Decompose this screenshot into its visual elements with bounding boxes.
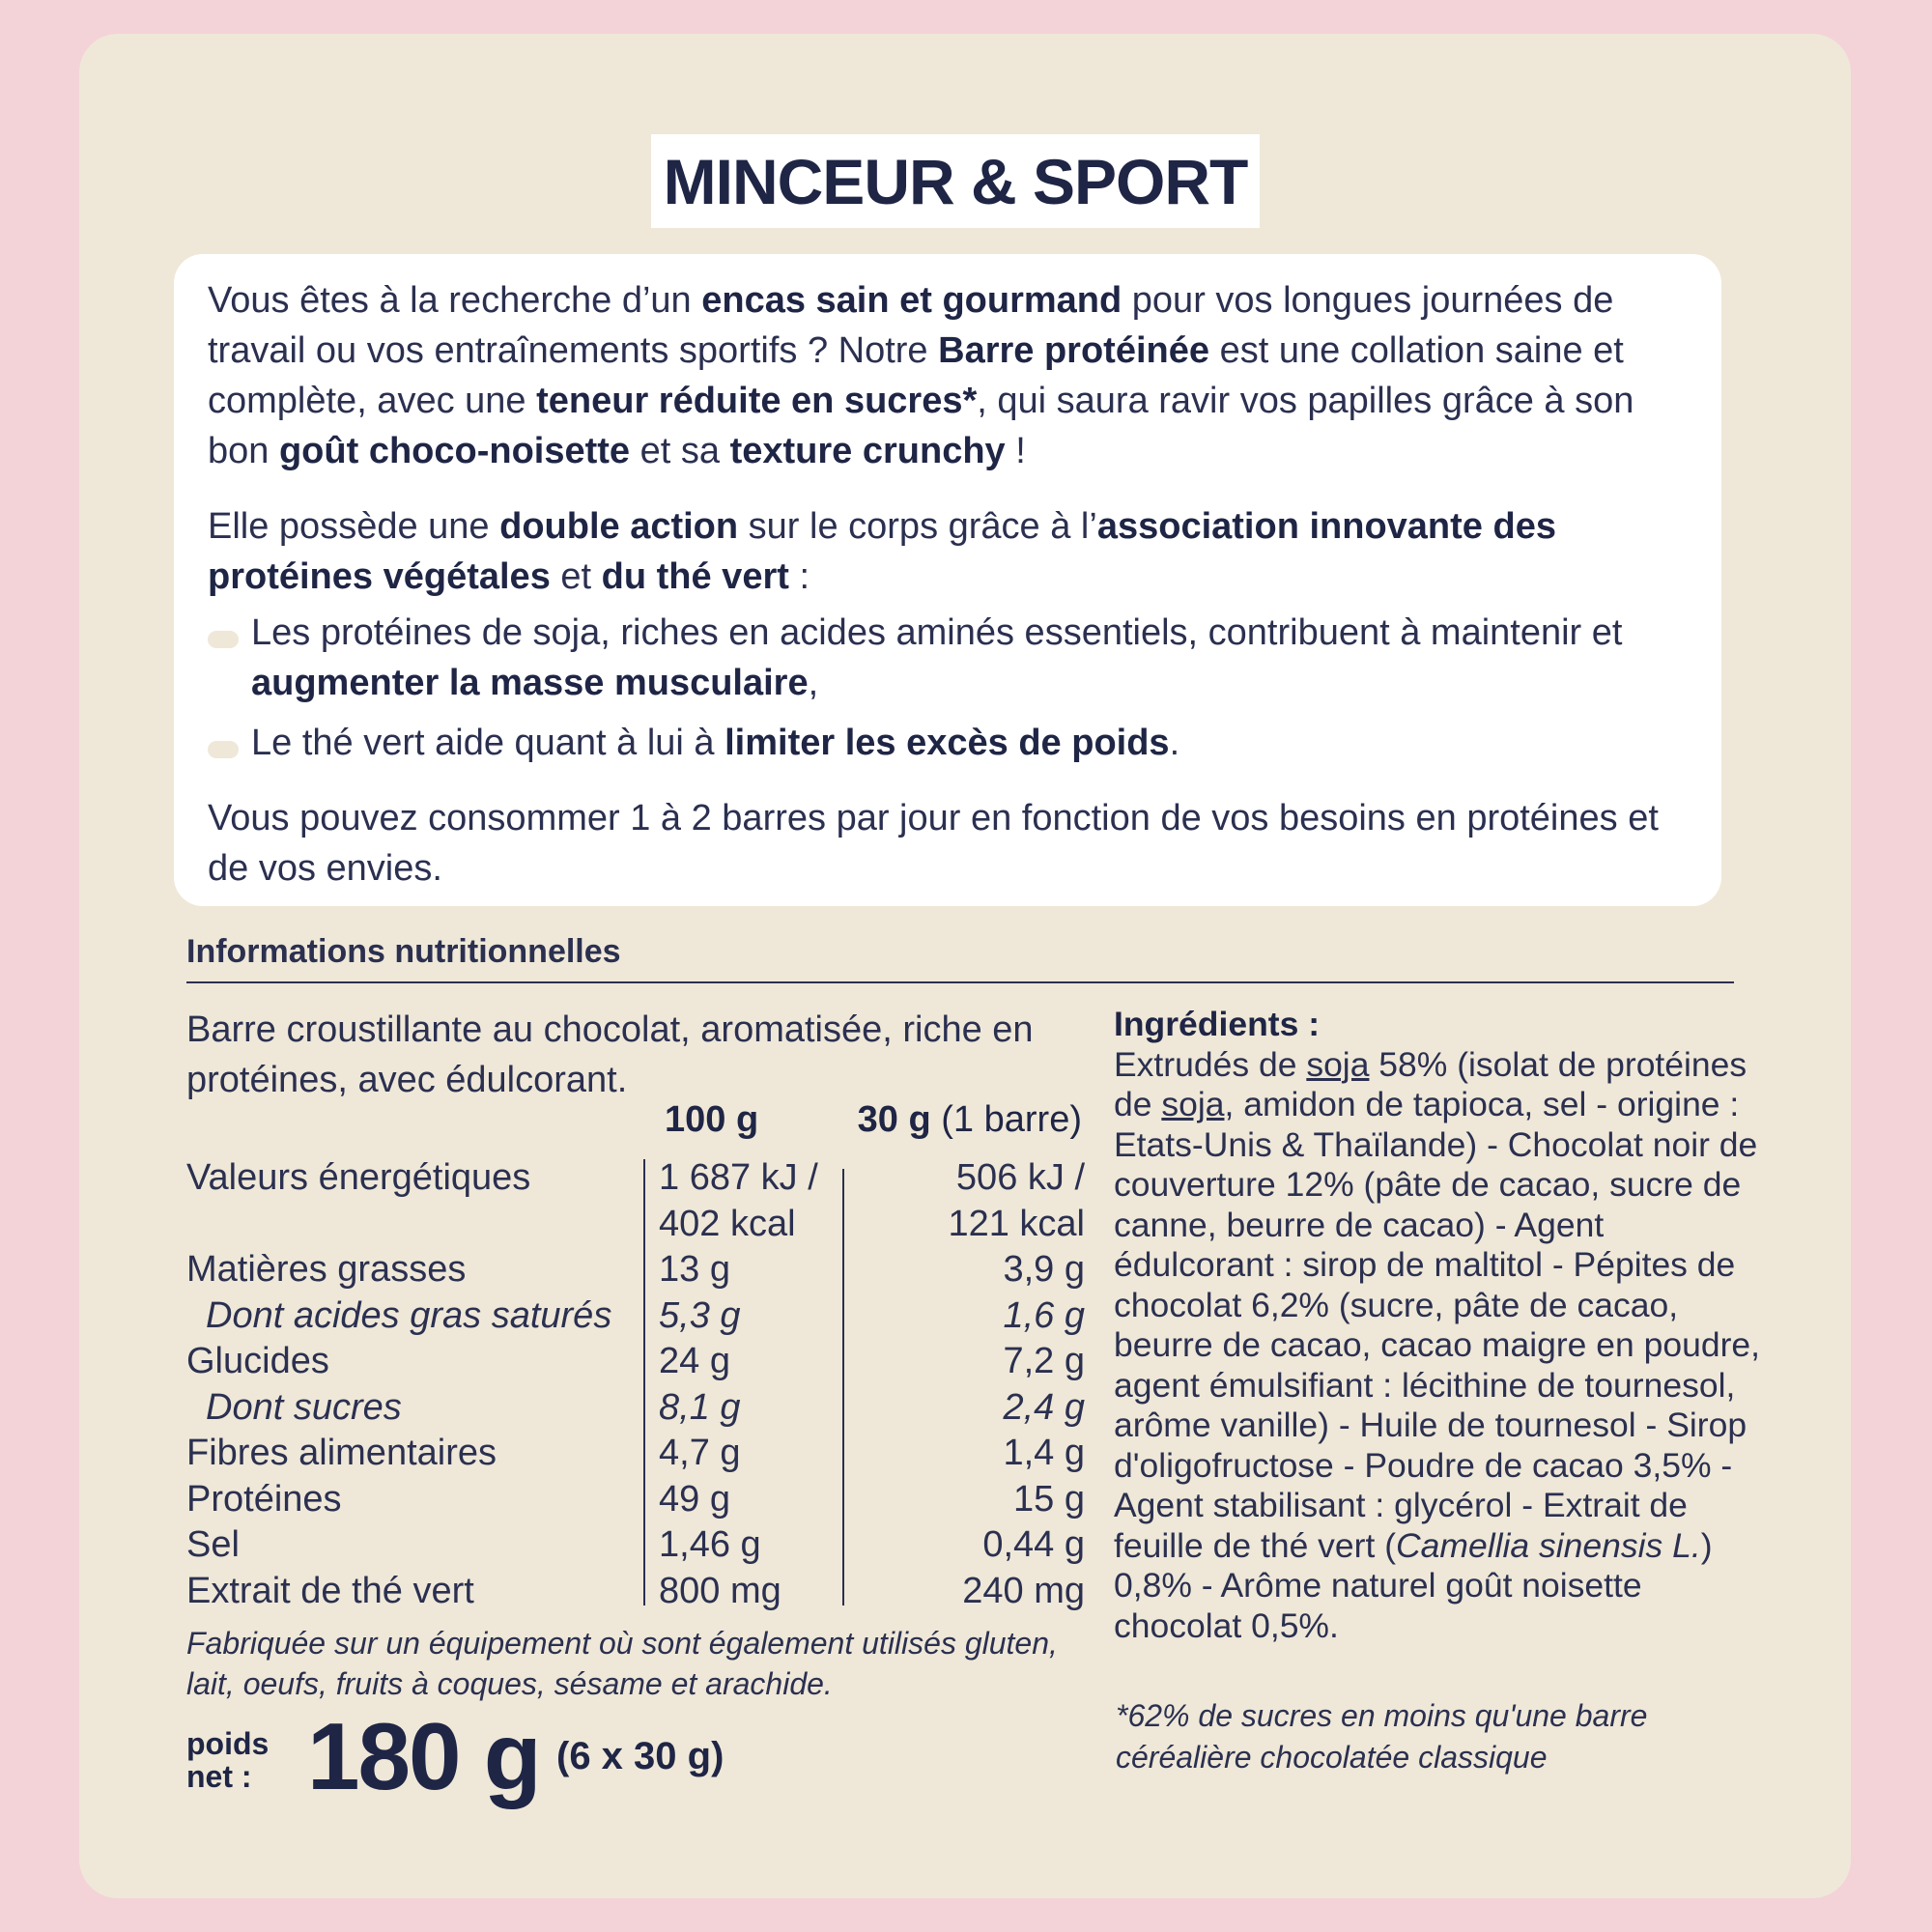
body-text: , xyxy=(808,663,819,703)
value-per-bar: 240 mg xyxy=(962,1571,1085,1611)
nutrient-label: Extrait de thé vert xyxy=(186,1571,474,1611)
ingredient-text: ) 0,8% - Arôme naturel goût noisette chocolat 0,5%. xyxy=(1114,1525,1713,1645)
nutrition-row xyxy=(186,1204,1085,1249)
value-per-bar: 506 kJ / xyxy=(955,1157,1085,1198)
intro-paragraph-2 xyxy=(208,501,1692,602)
nutrient-label: Matières grasses xyxy=(186,1249,467,1290)
column-header-30g: 30 g (1 barre) xyxy=(857,1099,1082,1140)
emphasis-text: augmenter la masse musculaire xyxy=(251,663,809,703)
latin-name: Camellia sinensis L. xyxy=(1396,1525,1701,1565)
value-per-100g: 8,1 g xyxy=(659,1387,741,1428)
body-text: Elle possède une xyxy=(208,506,500,547)
net-weight-label: poids net : xyxy=(186,1726,270,1794)
nutrient-label: Sel xyxy=(186,1524,240,1565)
intro-box xyxy=(174,254,1721,906)
nutrient-label: Valeurs énergétiques xyxy=(186,1157,531,1198)
nutrient-label: Dont acides gras saturés xyxy=(206,1295,612,1336)
emphasis-text: double action xyxy=(499,506,739,547)
emphasis-text: association innovante des protéines végétales xyxy=(208,506,1556,597)
value-per-bar: 1,4 g xyxy=(1003,1433,1085,1473)
allergen-highlight: soja xyxy=(1306,1044,1370,1084)
emphasis-text: goût choco-noisette xyxy=(278,431,631,471)
value-per-bar: 15 g xyxy=(1013,1479,1085,1520)
bullet-text-green-tea xyxy=(251,723,1179,763)
table-divider-left xyxy=(643,1159,645,1605)
emphasis-text: teneur réduite en sucres* xyxy=(536,381,978,421)
nutrition-row xyxy=(186,1524,1085,1570)
nutrient-label: Glucides xyxy=(186,1341,329,1381)
emphasis-text: limiter les excès de poids xyxy=(724,723,1170,763)
value-per-bar: 121 kcal xyxy=(948,1204,1085,1244)
bullet-marker xyxy=(208,741,239,758)
nutrition-row xyxy=(186,1295,1085,1341)
body-text: : xyxy=(788,556,810,597)
value-per-100g: 49 g xyxy=(659,1479,730,1520)
body-text: Les protéines de soja, riches en acides aminés essentiels, contribuent à maintenir et xyxy=(251,612,1623,653)
body-text: , qui saura ravir vos papilles grâce à son bon xyxy=(208,381,1634,471)
body-text: pour vos longues journées de travail ou vos entraînements sportifs ? Notre xyxy=(208,280,1614,371)
value-per-bar: 1,6 g xyxy=(1003,1295,1085,1336)
value-per-bar: 0,44 g xyxy=(982,1524,1085,1565)
value-per-100g: 1 687 kJ / xyxy=(659,1157,818,1198)
emphasis-text: du thé vert xyxy=(601,556,789,597)
nutrition-row xyxy=(186,1249,1085,1294)
bullet-marker xyxy=(208,631,239,648)
ingredient-text: 58% (isolat de protéines de xyxy=(1114,1044,1747,1123)
table-divider-right xyxy=(842,1169,844,1605)
body-text: Le thé vert aide quant à lui à xyxy=(251,723,725,763)
column-header-100g: 100 g xyxy=(665,1099,759,1140)
nutrient-label: Dont sucres xyxy=(206,1387,402,1428)
bullet-item-soy xyxy=(208,608,1692,708)
value-per-bar: 7,2 g xyxy=(1003,1341,1085,1381)
value-per-100g: 1,46 g xyxy=(659,1524,761,1565)
product-description: Barre croustillante au chocolat, aromatisée, riche en protéines, avec édulcorant. xyxy=(186,1009,1034,1100)
value-per-100g: 5,3 g xyxy=(659,1295,741,1336)
page-title: MINCEUR & SPORT xyxy=(651,134,1260,228)
net-weight-detail: (6 x 30 g) xyxy=(556,1735,724,1777)
nutrition-row xyxy=(186,1157,1085,1203)
body-text: Vous êtes à la recherche d’un xyxy=(208,280,702,321)
body-text: sur le corps grâce à l’ xyxy=(738,506,1097,547)
nutrition-row xyxy=(186,1433,1085,1478)
allergen-notice: Fabriquée sur un équipement où sont également utilisés gluten, lait, oeufs, fruits à coques, sésame et arachide. xyxy=(186,1626,1058,1701)
ingredient-text: Extrudés de xyxy=(1114,1044,1307,1084)
heading-divider xyxy=(186,981,1734,983)
body-text: ! xyxy=(1005,431,1026,471)
body-text: est une collation saine et complète, avec une xyxy=(208,330,1624,421)
body-text: et xyxy=(550,556,602,597)
ingredients-text xyxy=(1114,1045,1761,1647)
value-per-100g: 800 mg xyxy=(659,1571,781,1611)
intro-paragraph-3: Vous pouvez consommer 1 à 2 barres par jour en fonction de vos besoins en protéines et de vos envies. xyxy=(208,798,1659,889)
nutrition-row xyxy=(186,1387,1085,1433)
ingredient-text: , amidon de tapioca, sel - origine : Etats-Unis & Thaïlande) - Chocolat noir de couverture 12% (pâte de cacao, sucre de canne, beurre de cacao) - Agent édulcorant : sirop de maltitol - Pépites de chocolat 6,2% (sucre, pâte de cacao, beurre de cacao, cacao maigre en poudre, agent émulsifiant : lécithine de tournesol, arôme vanille) - Huile de tournesol - Sirop d'oligofructose - Poudre de cacao 3,5% - Agent stabilisant : glycérol - Extrait de feuille de thé vert ( xyxy=(1114,1085,1761,1565)
net-weight-value: 180 g xyxy=(307,1703,540,1809)
emphasis-text: Barre protéinée xyxy=(938,330,1210,371)
body-text: et sa xyxy=(630,431,730,471)
value-per-bar: 3,9 g xyxy=(1003,1249,1085,1290)
bullet-item-green-tea xyxy=(208,718,1692,768)
value-per-100g: 24 g xyxy=(659,1341,730,1381)
nutrition-heading: Informations nutritionnelles xyxy=(186,933,621,970)
nutrient-label: Fibres alimentaires xyxy=(186,1433,497,1473)
value-per-100g: 4,7 g xyxy=(659,1433,741,1473)
value-per-bar: 2,4 g xyxy=(1003,1387,1085,1428)
value-per-100g: 13 g xyxy=(659,1249,730,1290)
intro-paragraph-1 xyxy=(208,275,1692,476)
emphasis-text: encas sain et gourmand xyxy=(701,280,1122,321)
bullet-text-soy xyxy=(251,612,1622,703)
allergen-highlight: soja xyxy=(1161,1085,1225,1123)
nutrition-row xyxy=(186,1479,1085,1524)
ingredients-heading: Ingrédients : xyxy=(1114,1005,1321,1043)
value-per-100g: 402 kcal xyxy=(659,1204,796,1244)
ingredients-block xyxy=(1114,1005,1761,1646)
sugar-footnote: *62% de sucres en moins qu'une barre céréalière chocolatée classique xyxy=(1116,1698,1648,1775)
emphasis-text: texture crunchy xyxy=(729,431,1006,471)
nutrient-label: Protéines xyxy=(186,1479,342,1520)
nutrition-row xyxy=(186,1341,1085,1386)
body-text: . xyxy=(1169,723,1180,763)
nutrition-row xyxy=(186,1571,1085,1616)
